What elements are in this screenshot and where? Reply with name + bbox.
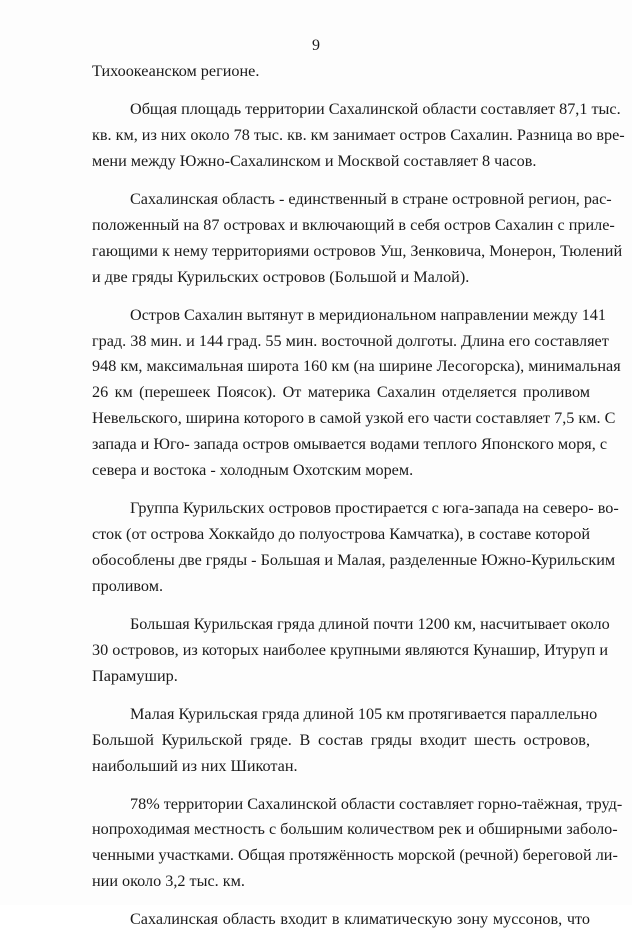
text-line: Общая площадь территории Сахалинской области составляет 87,1 тыс. [130,100,621,119]
text-line: Сахалинская область входит в климатическую зону муссонов, что [130,910,590,929]
text-line: ченными участками. Общая протяжённость морской (речной) береговой ли- [92,846,618,865]
text-line: наибольший из них Шикотан. [92,756,298,775]
body-text [92,59,625,933]
text-line: Большая Курильская гряда длиной почти 1200 км, насчитывает около [130,614,610,633]
paragraph [92,702,598,780]
text-line: Сахалинская область - единственный в стране островной регион, рас- [130,189,612,208]
text-line: град. 38 мин. и 144 град. 55 мин. восточной долготы. Длина его составляет [92,331,609,350]
text-line: севера и востока - холодным Охотским морем. [92,461,414,480]
text-line: 26 км (перешеек Поясок). От материка Сахалин отделяется проливом [92,383,590,402]
text-line: 948 км, максимальная широта 160 км (на ширине Лесогорска), минимальная [92,357,621,376]
text-line: Группа Курильских островов простирается с юга-запада на северо- во- [130,499,619,518]
text-line: запада и Юго- запада остров омывается водами теплого Японского моря, с [92,435,608,454]
text-line: положенный на 87 островах и включающий в себя остров Сахалин с приле- [92,215,615,234]
text-line: обособлены две гряды - Большая и Малая, разделенные Южно-Курильским [92,550,616,569]
text-line: Остров Сахалин вытянут в меридиональном направлении между 141 [130,305,606,324]
paragraph [92,496,619,600]
text-line: Большой Курильской гряде. В состав гряды входит шесть островов, [92,730,590,749]
paragraph [92,612,610,690]
paragraph [92,792,623,896]
text-line: сток (от острова Хоккайдо до полуострова Камчатка), в составе которой [92,525,591,543]
text-line: 78% территории Сахалинской области составляет горно-таёжная, труд- [130,794,623,813]
text-line: проливом. [92,576,163,595]
text-line: гающими к нему территориями островов Уш, Зенковича, Монерон, Тюлений [92,241,623,260]
page-number: 9 [312,37,320,54]
text-line: нии около 3,2 тыс. км. [92,872,245,891]
text-line: и две гряды Курильских островов (Большой и Малой). [92,267,470,286]
text-line: Парамушир. [92,666,178,685]
text-line: мени между Южно-Сахалинском и Москвой составляет 8 часов. [92,151,537,170]
text-line: 30 островов, из которых наиболее крупными являются Кунашир, Итуруп и [92,640,608,659]
paragraph [92,907,590,933]
text-line: кв. км, из них около 78 тыс. кв. км занимает остров Сахалин. Разница во вре- [92,125,625,144]
paragraph [92,59,590,85]
text-line: Малая Курильская гряда длиной 105 км протягивается параллельно [130,704,598,723]
paragraph [92,187,623,291]
text-line: Тихоокеанском регионе. [92,62,260,80]
text-line: Невельского, ширина которого в самой узкой его части составляет 7,5 км. С [92,409,616,428]
text-line: нопроходимая местность с большим количеством рек и обширными заболо- [92,820,618,839]
paragraph [92,97,625,175]
paragraph [92,303,621,484]
